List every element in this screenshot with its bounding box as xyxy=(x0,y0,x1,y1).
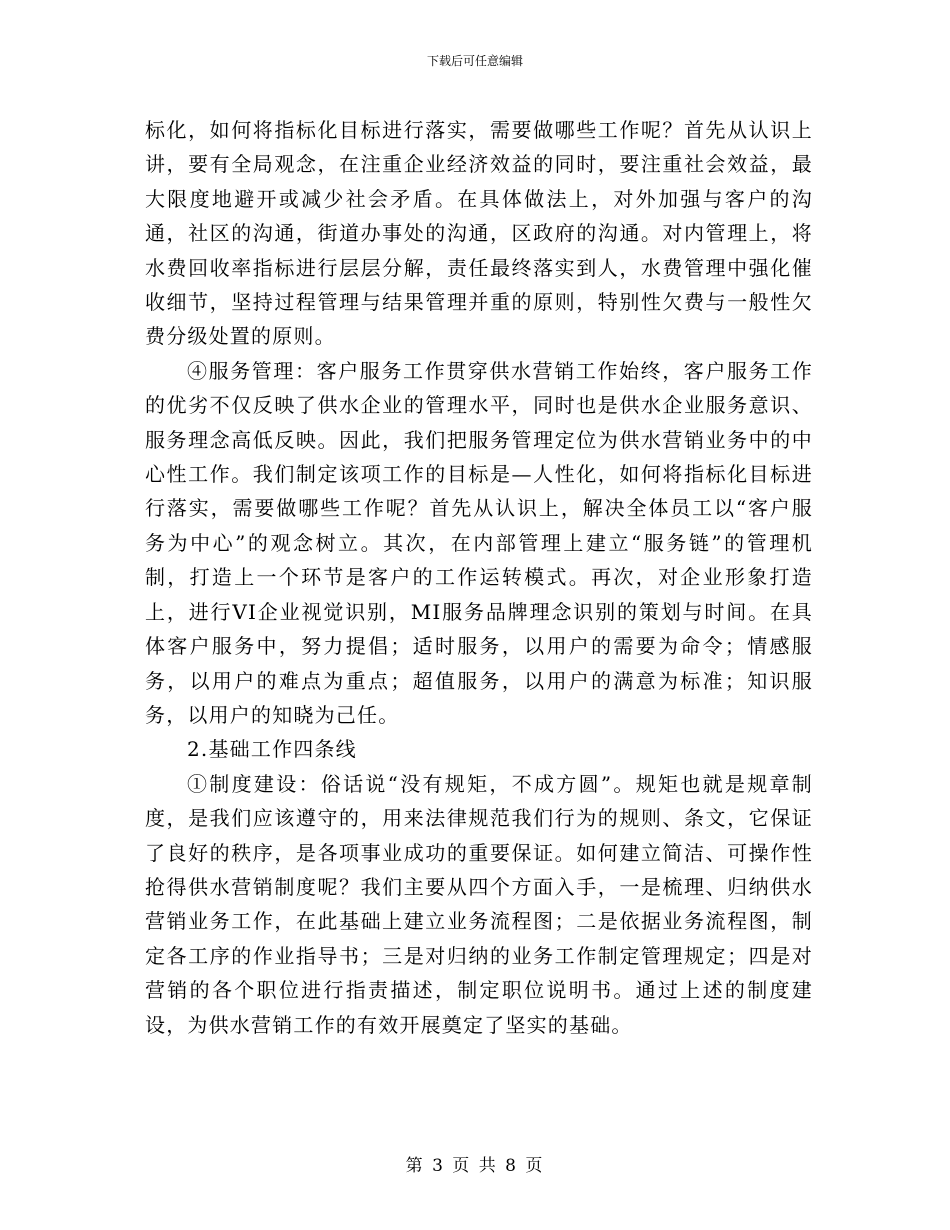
paragraph-continuation: 标化，如何将指标化目标进行落实，需要做哪些工作呢？首先从认识上讲，要有全局观念，在注重企业经济效益的同时，要注重社会效益，最大限度地避开或减少社会矛盾。在具体做法上，对外加强与客户的沟通，社区的沟通，街道办事处的沟通，区政府的沟通。对内管理上，将水费回收率指标进行层层分解，责任最终落实到人，水费管理中强化催收细节，坚持过程管理与结果管理并重的原则，特别性欠费与一般性欠费分级处置的原则。 xyxy=(145,118,813,349)
page-footer xyxy=(0,1155,950,1177)
page-number: 第 3 页 共 8 页 xyxy=(405,1156,545,1176)
section-heading-basic-work: 2.基础工作四条线 xyxy=(187,737,357,762)
page-header xyxy=(0,53,950,69)
paragraph-system-construction: ①制度建设：俗话说“没有规矩，不成方圆”。规矩也就是规章制度，是我们应该遵守的，用来法律规范我们行为的规则、条文，它保证了良好的秩序，是各项事业成功的重要保证。如何建立简洁、可操作性抢得供水营销制度呢？我们主要从四个方面入手，一是梳理、归纳供水营销业务工作，在此基础上建立业务流程图；二是依据业务流程图，制定各工序的作业指导书；三是对归纳的业务工作制定管理规定；四是对营销的各个职位进行指责描述，制定职位说明书。通过上述的制度建设，为供水营销工作的有效开展奠定了坚实的基础。 xyxy=(145,771,813,1037)
paragraph-service-management: ④服务管理：客户服务工作贯穿供水营销工作始终，客户服务工作的优劣不仅反映了供水企业的管理水平，同时也是供水企业服务意识、服务理念高低反映。因此，我们把服务管理定位为供水营销业务中的中心性工作。我们制定该项工作的目标是—人性化，如何将指标化目标进行落实，需要做哪些工作呢？首先从认识上，解决全体员工以“客户服务为中心”的观念树立。其次，在内部管理上建立“服务链”的管理机制，打造上一个环节是客户的工作运转模式。再次，对企业形象打造上，进行VI企业视觉识别，MI服务品牌理念识别的策划与时间。在具体客户服务中，努力提倡；适时服务，以用户的需要为命令；情感服务，以用户的难点为重点；超值服务，以用户的满意为标准；知识服务，以用户的知晓为己任。 xyxy=(145,358,813,727)
document-body xyxy=(145,113,813,1042)
header-note: 下载后可任意编辑 xyxy=(426,54,523,68)
